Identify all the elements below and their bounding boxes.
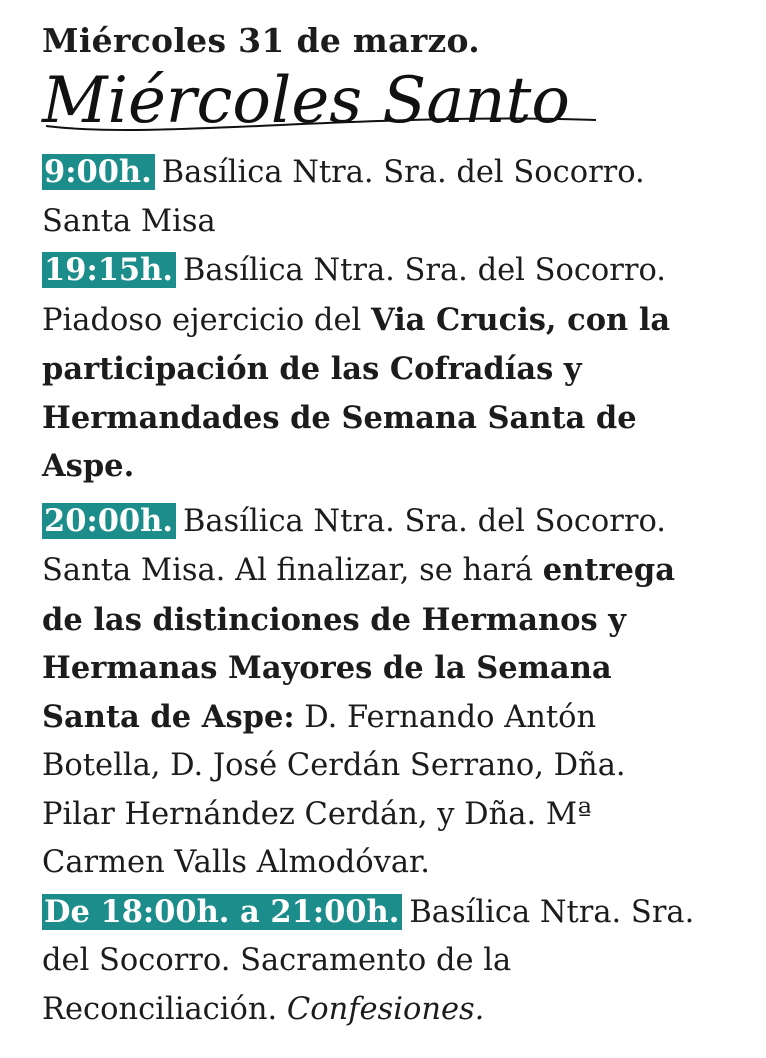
entry-bold-text: Santa de Aspe: bbox=[42, 698, 295, 735]
entry-bold-text: Hermanas Mayores de la Semana bbox=[42, 650, 612, 686]
script-title-text: Miércoles Santo bbox=[42, 64, 570, 138]
entry-line bbox=[42, 246, 742, 296]
entry-bold-text: Hermandades de Semana Santa de bbox=[42, 399, 637, 436]
entry-text: Piadoso ejercicio del bbox=[42, 302, 371, 338]
entry-text: Santa Misa. Al finalizar, se hará bbox=[42, 553, 543, 588]
entry-bold-text: Aspe. bbox=[42, 448, 135, 484]
entry-description: Santa Misa bbox=[42, 203, 216, 239]
entry-text: del Socorro. Sacramento de la bbox=[42, 943, 512, 978]
schedule-entry bbox=[42, 888, 742, 1035]
entry-line bbox=[42, 296, 742, 346]
entry-line bbox=[42, 148, 742, 198]
time-badge: 19:15h. bbox=[42, 252, 176, 288]
entry-text: Carmen Valls Almodóvar. bbox=[42, 845, 430, 880]
schedule-entry bbox=[42, 148, 742, 246]
time-badge: 20:00h. bbox=[42, 503, 176, 539]
entry-line bbox=[42, 546, 742, 596]
entry-line bbox=[42, 888, 742, 938]
date-heading: Miércoles 31 de marzo. bbox=[42, 21, 481, 60]
entry-line bbox=[42, 986, 742, 1035]
entry-place: Basílica Ntra. Sra. del Socorro. bbox=[182, 253, 666, 288]
program-day bbox=[42, 18, 742, 1034]
entry-place: Basílica Ntra. Sra. del Socorro. bbox=[182, 503, 666, 539]
entry-text: D. Fernando Antón bbox=[294, 699, 597, 735]
entry-bold-text: entrega bbox=[542, 552, 676, 588]
entry-line bbox=[42, 693, 742, 743]
entry-line bbox=[42, 497, 742, 547]
entry-text: Botella, D. José Cerdán Serrano, Dña. bbox=[42, 748, 626, 783]
schedule-entry bbox=[42, 497, 742, 888]
script-title bbox=[36, 62, 636, 148]
entry-place: Basílica Ntra. Sra. del Socorro. bbox=[161, 155, 645, 190]
entry-bold-text: Via Crucis, con la bbox=[370, 301, 671, 338]
entry-italic-text: Confesiones. bbox=[286, 991, 485, 1027]
schedule-entry bbox=[42, 246, 742, 491]
time-badge: 9:00h. bbox=[42, 154, 155, 190]
entry-place: Basílica Ntra. Sra. bbox=[409, 894, 695, 930]
time-badge: De 18:00h. a 21:00h. bbox=[42, 894, 402, 930]
entry-bold-text: de las distinciones de Hermanos y bbox=[42, 601, 626, 638]
entry-text: Reconciliación. bbox=[42, 991, 287, 1027]
entry-text: Pilar Hernández Cerdán, y Dña. Mª bbox=[42, 796, 592, 832]
entry-bold-text: participación de las Cofradías y bbox=[42, 351, 582, 387]
